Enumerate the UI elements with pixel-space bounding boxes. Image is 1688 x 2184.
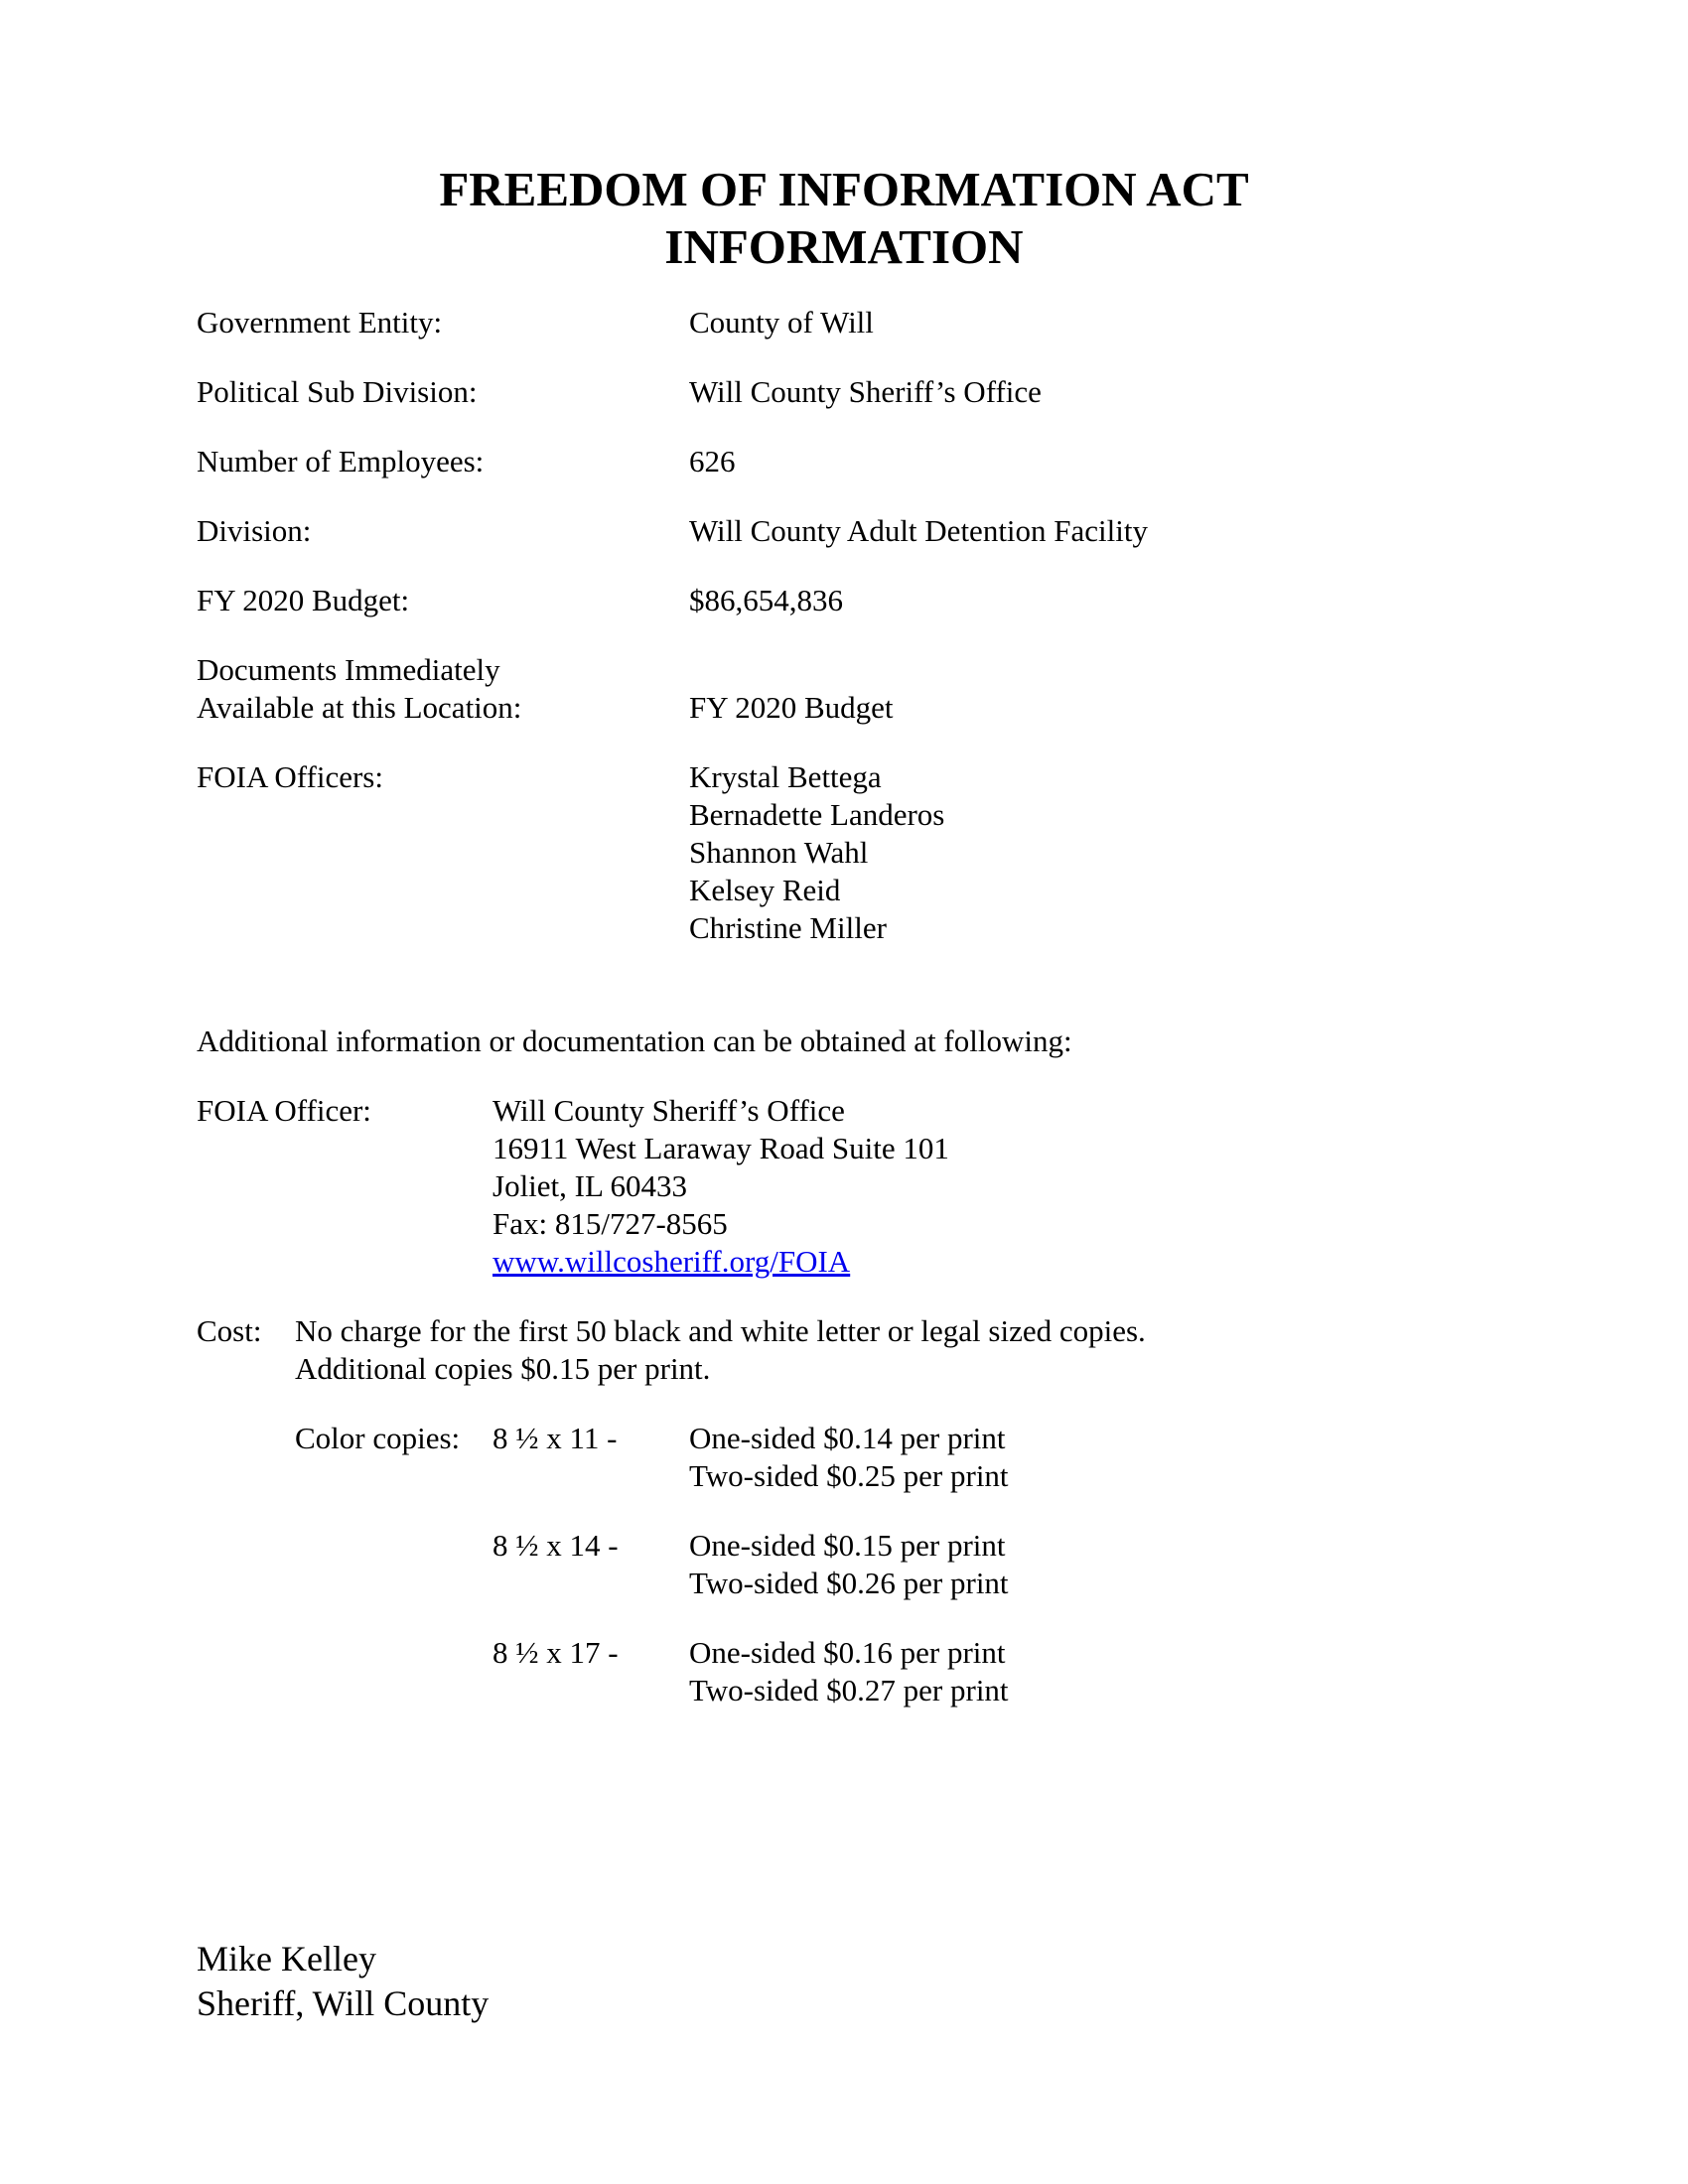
additional-info-text: Additional information or documentation can be obtained at following: [197, 1024, 1072, 1058]
paper-size: 8 ½ x 11 - [492, 1421, 618, 1455]
number-of-employees-value: 626 [689, 444, 736, 478]
government-entity-label: Government Entity: [197, 305, 443, 340]
budget-value: $86,654,836 [689, 583, 843, 617]
contact-city: Joliet, IL 60433 [492, 1168, 688, 1203]
division-label: Division: [197, 513, 312, 548]
two-sided-price: Two-sided $0.27 per print [689, 1673, 1009, 1707]
signature-title: Sheriff, Will County [197, 1983, 490, 2023]
number-of-employees-label: Number of Employees: [197, 444, 485, 478]
cost-line2: Additional copies $0.15 per print. [295, 1351, 711, 1386]
division-value: Will County Adult Detention Facility [689, 513, 1149, 548]
paper-size: 8 ½ x 17 - [492, 1635, 619, 1670]
government-entity-value: County of Will [689, 305, 874, 340]
cost-label: Cost: [197, 1313, 262, 1348]
political-sub-division-label: Political Sub Division: [197, 374, 478, 409]
foia-officers-label: FOIA Officers: [197, 759, 383, 794]
one-sided-price: One-sided $0.14 per print [689, 1421, 1006, 1455]
foia-officer-name: Krystal Bettega [689, 759, 882, 794]
document-title-line1: FREEDOM OF INFORMATION ACT [439, 162, 1249, 216]
documents-label-line1: Documents Immediately [197, 652, 500, 687]
two-sided-price: Two-sided $0.25 per print [689, 1458, 1009, 1493]
documents-label-line2: Available at this Location: [197, 690, 522, 725]
document-title-line2: INFORMATION [664, 219, 1024, 274]
signature-name: Mike Kelley [197, 1939, 376, 1979]
contact-street: 16911 West Laraway Road Suite 101 [492, 1131, 949, 1165]
foia-officer-name: Shannon Wahl [689, 835, 869, 870]
foia-officer-name: Bernadette Landeros [689, 797, 945, 832]
paper-size: 8 ½ x 14 - [492, 1528, 619, 1563]
foia-officer-name: Kelsey Reid [689, 873, 841, 907]
cost-line1: No charge for the first 50 black and white letter or legal sized copies. [295, 1313, 1146, 1348]
budget-label: FY 2020 Budget: [197, 583, 410, 617]
two-sided-price: Two-sided $0.26 per print [689, 1566, 1009, 1600]
foia-officer-name: Christine Miller [689, 910, 887, 945]
one-sided-price: One-sided $0.16 per print [689, 1635, 1006, 1670]
contact-label: FOIA Officer: [197, 1093, 371, 1128]
contact-office: Will County Sheriff’s Office [492, 1093, 845, 1128]
contact-fax: Fax: 815/727-8565 [492, 1206, 728, 1241]
political-sub-division-value: Will County Sheriff’s Office [689, 374, 1042, 409]
one-sided-price: One-sided $0.15 per print [689, 1528, 1006, 1563]
documents-value: FY 2020 Budget [689, 690, 894, 725]
color-copies-label: Color copies: [295, 1421, 461, 1455]
website-link[interactable]: www.willcosheriff.org/FOIA [492, 1244, 851, 1279]
